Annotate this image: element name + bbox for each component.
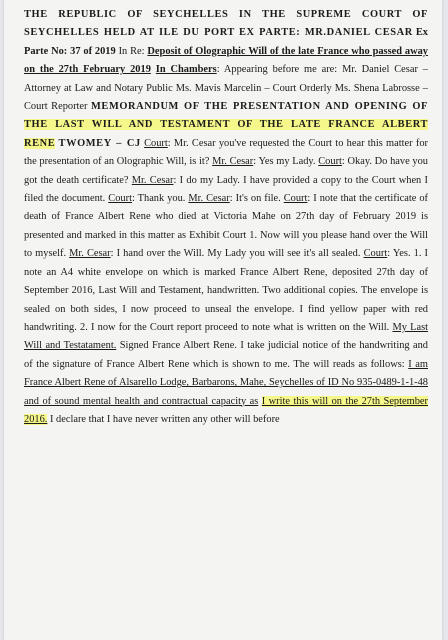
judge-name: TWOMEY – CJ	[58, 137, 141, 149]
dialogue-text: : Yes. 1. I note an A4 white envelope on which is marked France Albert Rene, deposited 27th day of September 2016, Last Will and Testament, handwritten. Two additional copies. The envelope is sealed on both sides, I now proceed to unseal the envelope. I find yellow paper with red handwriting. 2. I now for the Court report proceed to note what is written on the Will.	[24, 248, 428, 333]
court-memorandum-paragraph	[24, 6, 428, 429]
memorandum-title: MEMORANDUM OF THE PRESENTATION AND OPENING OF	[91, 101, 428, 113]
document-page	[4, 0, 442, 640]
dialogue-text: I declare that I have never written any other will before	[50, 413, 280, 425]
ex-parte-number: Ex Parte No: 37 of 2019	[24, 27, 428, 57]
dialogue-text: : Mr. Cesar you've requested the Court to hear this matter for the presentation of an Olographic Will, is it?	[24, 137, 428, 168]
speaker-cesar: Mr. Cesar	[131, 174, 174, 186]
speaker-court: Court	[363, 248, 388, 260]
dialogue-text: : It's on file.	[229, 193, 281, 205]
speaker-court: Court	[108, 193, 132, 205]
dialogue-text: : Thank you.	[131, 193, 186, 205]
court-header: THE REPUBLIC OF SEYCHELLES IN THE SUPREME COURT OF SEYCHELLES HELD AT ILE DU PORT	[24, 9, 428, 39]
speaker-court: Court	[318, 156, 342, 168]
appearances-text: : Appearing before me are: Mr. Daniel Cesar – Attorney at Law and Notary Public Ms. Mavis Marcelin – Court Orderly Ms. Shena Labrosse – Court Reporter	[24, 64, 428, 113]
court-memorandum-text	[24, 6, 428, 429]
dialogue-text: : Okay. Do have you got the death certificate?	[24, 156, 428, 186]
speaker-cesar: Mr. Cesar	[212, 156, 254, 168]
speaker-cesar: Mr. Cesar	[188, 193, 230, 205]
speaker-court: Court	[283, 193, 308, 205]
dialogue-text: Signed France Albert Rene. I take judicial notice of the handwriting and of the signature of France Albert Rene which is shown to me. The will reads as follows:	[24, 340, 428, 370]
dialogue-text: : I do my Lady. I have provided a copy to the Court when I filed the document.	[24, 174, 428, 205]
will-body-text: I am France Albert Rene of Alsarello Lodge, Barbarons, Mahe, Seychelles of ID No 935-0489-1-1-48 and of sound mental health and contractual capacity as	[24, 358, 428, 407]
will-date-highlight: I write this will on the 27th September 2016.	[24, 395, 428, 425]
will-heading: My Last Will and Testatament.	[24, 321, 428, 352]
speaker-cesar: Mr. Cesar	[69, 248, 111, 260]
dialogue-text: : I hand over the Will. My Lady you will see it's all sealed.	[110, 248, 361, 260]
speaker-court: Court	[144, 137, 168, 149]
ex-parte-label: EX PARTE: MR.DANIEL CESAR	[238, 27, 413, 39]
in-re-label: In Re:	[118, 45, 145, 57]
dialogue-text: : Yes my Lady.	[253, 156, 316, 168]
case-subject: Deposit of Olographic Will of the late France who passed away on the 27th February 2019	[24, 45, 428, 76]
will-title-highlight: THE LAST WILL AND TESTAMENT OF THE LATE FRANCE ALBERT RENE	[24, 119, 428, 149]
in-chambers-label: In Chambers	[155, 64, 217, 76]
dialogue-text: : I note that the certificate of death of France Albert Rene who died at Victoria Mahe on 27th day of February 2019 is presented and marked in this matter as Exhibit Court 1. Now will you please hand over the Will to myself.	[24, 193, 428, 260]
